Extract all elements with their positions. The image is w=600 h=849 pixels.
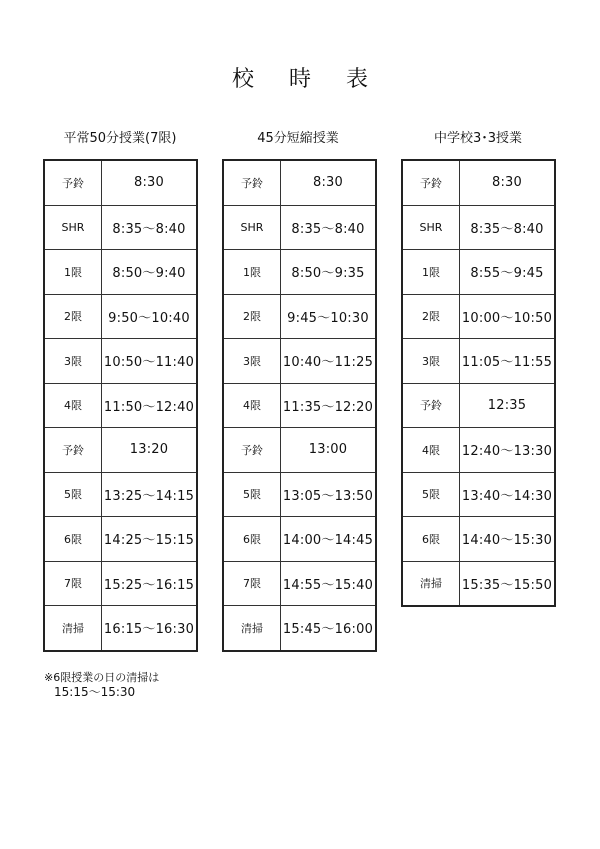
schedule-row: [223, 472, 376, 517]
schedule-row: [44, 606, 197, 651]
schedule-row: [223, 294, 376, 339]
period-time: 14:25～15:15: [102, 517, 198, 562]
schedule-row: [223, 339, 376, 384]
period-label: 清掃: [223, 606, 281, 651]
period-time: 16:15～16:30: [102, 606, 198, 651]
period-time: 15:45～16:00: [281, 606, 377, 651]
period-label: 清掃: [44, 606, 102, 651]
schedule-row: [223, 606, 376, 651]
period-label: 予鈴: [402, 383, 460, 428]
schedule-row: [223, 517, 376, 562]
schedule-heading: 平常50分授業(7限): [63, 131, 177, 146]
period-label: 6限: [44, 517, 102, 562]
page-title: 校 時 表: [232, 67, 382, 92]
period-time: 10:50～11:40: [102, 339, 198, 384]
period-label: 6限: [402, 517, 460, 562]
period-time: 11:50～12:40: [102, 383, 198, 428]
schedule-row: [223, 383, 376, 428]
footnote: [44, 671, 159, 699]
period-time: 14:00～14:45: [281, 517, 377, 562]
period-label: 1限: [223, 250, 281, 295]
period-label: SHR: [402, 205, 460, 250]
period-label: 4限: [402, 428, 460, 473]
schedule-row: [44, 294, 197, 339]
period-label: 6限: [223, 517, 281, 562]
period-time: 15:35～15:50: [460, 561, 556, 606]
schedule-row: [402, 205, 555, 250]
period-time: 11:05～11:55: [460, 339, 556, 384]
schedule-row: [402, 383, 555, 428]
period-label: 3限: [402, 339, 460, 384]
schedule-row: [402, 428, 555, 473]
schedule-row: [44, 428, 197, 473]
period-time: 13:25～14:15: [102, 472, 198, 517]
period-time: 8:30: [102, 160, 198, 205]
period-time: 15:25～16:15: [102, 561, 198, 606]
period-time: 12:40～13:30: [460, 428, 556, 473]
period-time: 14:40～15:30: [460, 517, 556, 562]
schedule-row: [44, 472, 197, 517]
period-label: 3限: [44, 339, 102, 384]
period-time: 8:30: [460, 160, 556, 205]
schedule-row: [402, 339, 555, 384]
period-time: 10:40～11:25: [281, 339, 377, 384]
period-time: 13:20: [102, 428, 198, 473]
period-time: 8:35～8:40: [102, 205, 198, 250]
period-time: 9:45～10:30: [281, 294, 377, 339]
period-label: 2限: [402, 294, 460, 339]
schedule-row: [402, 160, 555, 205]
period-label: SHR: [44, 205, 102, 250]
schedule-row: [44, 383, 197, 428]
period-time: 8:35～8:40: [281, 205, 377, 250]
period-label: 予鈴: [44, 160, 102, 205]
period-time: 8:55～9:45: [460, 250, 556, 295]
period-time: 13:00: [281, 428, 377, 473]
period-label: 3限: [223, 339, 281, 384]
period-time: 14:55～15:40: [281, 561, 377, 606]
schedule-row: [223, 561, 376, 606]
schedule-row: [402, 517, 555, 562]
period-time: 13:40～14:30: [460, 472, 556, 517]
period-label: 清掃: [402, 561, 460, 606]
period-label: 7限: [44, 561, 102, 606]
period-label: 5限: [44, 472, 102, 517]
period-label: 4限: [44, 383, 102, 428]
period-time: 11:35～12:20: [281, 383, 377, 428]
schedule-table: [43, 159, 198, 652]
period-time: 9:50～10:40: [102, 294, 198, 339]
period-label: 7限: [223, 561, 281, 606]
schedule-row: [402, 250, 555, 295]
period-time: 8:35～8:40: [460, 205, 556, 250]
period-label: 予鈴: [223, 160, 281, 205]
period-time: 8:30: [281, 160, 377, 205]
schedule-row: [223, 205, 376, 250]
period-label: 1限: [402, 250, 460, 295]
schedule-row: [402, 561, 555, 606]
period-label: 予鈴: [223, 428, 281, 473]
schedule-table: [222, 159, 377, 652]
period-label: 2限: [44, 294, 102, 339]
period-time: 12:35: [460, 383, 556, 428]
schedule-heading: 中学校3･3授業: [433, 131, 523, 146]
schedule-heading: 45分短縮授業: [257, 131, 339, 146]
period-label: 5限: [223, 472, 281, 517]
schedule-row: [223, 160, 376, 205]
period-time: 10:00～10:50: [460, 294, 556, 339]
schedule-row: [44, 250, 197, 295]
schedule-row: [44, 561, 197, 606]
period-time: 8:50～9:40: [102, 250, 198, 295]
period-time: 13:05～13:50: [281, 472, 377, 517]
schedule-row: [44, 339, 197, 384]
period-label: 2限: [223, 294, 281, 339]
footnote-line-1: ※6限授業の日の清掃は: [44, 671, 160, 684]
schedule-row: [223, 250, 376, 295]
period-time: 8:50～9:35: [281, 250, 377, 295]
schedule-table: [401, 159, 556, 607]
period-label: SHR: [223, 205, 281, 250]
schedule-row: [44, 517, 197, 562]
footnote-line-2: 15:15～15:30: [54, 685, 136, 699]
period-label: 1限: [44, 250, 102, 295]
schedule-row: [402, 472, 555, 517]
schedule-row: [44, 205, 197, 250]
period-label: 5限: [402, 472, 460, 517]
schedule-row: [44, 160, 197, 205]
period-label: 予鈴: [44, 428, 102, 473]
period-label: 4限: [223, 383, 281, 428]
schedule-row: [402, 294, 555, 339]
period-label: 予鈴: [402, 160, 460, 205]
schedule-row: [223, 428, 376, 473]
